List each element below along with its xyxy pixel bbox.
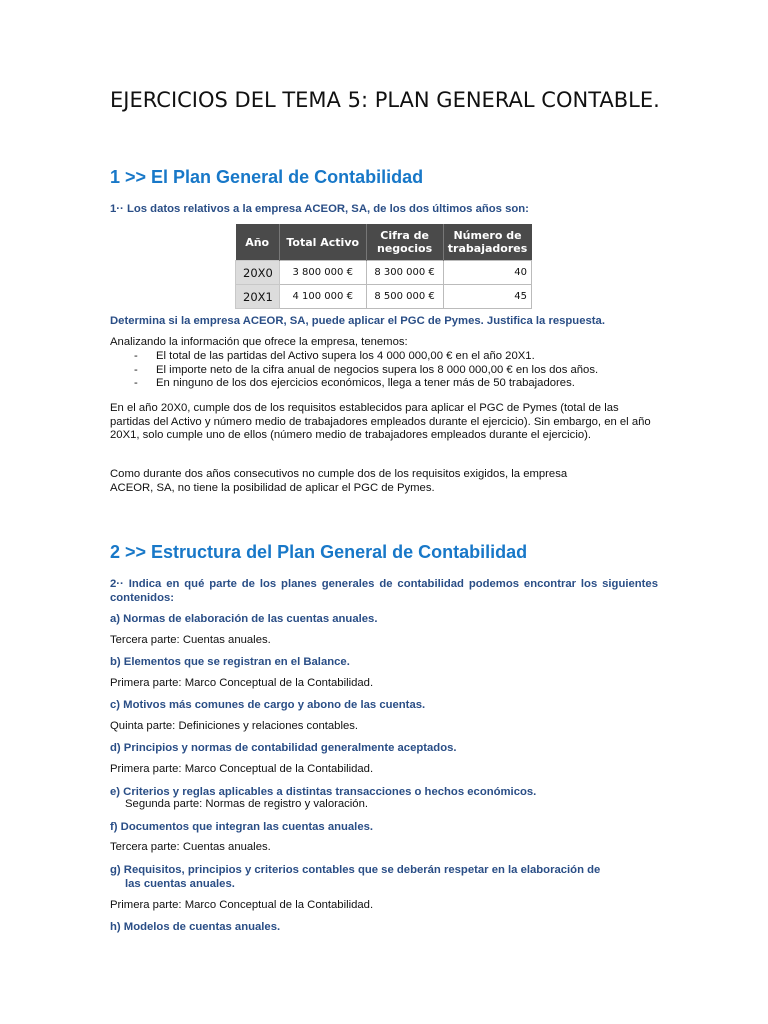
section-2-heading: 2 >> Estructura del Plan General de Contabilidad xyxy=(110,542,528,562)
item-c-answer: Quinta parte: Definiciones y relaciones contables. xyxy=(110,720,359,732)
section-1-bullet-list xyxy=(110,350,670,391)
section-1-paragraph-2: Como durante dos años consecutivos no cumple dos de los requisitos exigidos, la empresa ACEOR, SA, no tiene la posibilidad de aplicar el PGC de Pymes. xyxy=(110,468,568,494)
item-g-answer: Primera parte: Marco Conceptual de la Contabilidad. xyxy=(110,899,374,911)
table-cell-total-assets: 3 800 000 € xyxy=(279,261,366,285)
table-cell-year: 20X0 xyxy=(236,261,280,285)
item-g-question-line-2: las cuentas anuales. xyxy=(125,878,235,890)
table-cell-year: 20X1 xyxy=(236,285,280,309)
table-cell-employees: 40 xyxy=(443,261,531,285)
document-title: EJERCICIOS DEL TEMA 5: PLAN GENERAL CONTABLE. xyxy=(110,88,660,112)
section-1-heading: 1 >> El Plan General de Contabilidad xyxy=(110,167,424,187)
item-g-question xyxy=(110,863,658,891)
item-a-answer: Tercera parte: Cuentas anuales. xyxy=(110,634,271,646)
list-item: - El importe neto de la cifra anual de negocios supera los 8 000 000,00 € en los dos años. xyxy=(110,364,670,378)
table-header-total-assets: Total Activo xyxy=(279,224,366,261)
section-1-intro: Analizando la información que ofrece la empresa, tenemos: xyxy=(110,336,408,348)
table-cell-revenue: 8 500 000 € xyxy=(366,285,443,309)
item-b-answer: Primera parte: Marco Conceptual de la Contabilidad. xyxy=(110,677,374,689)
item-f-answer: Tercera parte: Cuentas anuales. xyxy=(110,841,271,853)
item-e-answer: Segunda parte: Normas de registro y valoración. xyxy=(125,798,369,810)
list-item: - El total de las partidas del Activo supera los 4 000 000,00 € en el año 20X1. xyxy=(110,350,670,364)
table-header-row xyxy=(236,224,532,261)
table-cell-revenue: 8 300 000 € xyxy=(366,261,443,285)
item-d-answer: Primera parte: Marco Conceptual de la Contabilidad. xyxy=(110,763,374,775)
section-1-question: 1·· Los datos relativos a la empresa ACEOR, SA, de los dos últimos años son: xyxy=(110,203,529,215)
table-header-revenue: Cifra de negocios xyxy=(366,224,443,261)
section-1-paragraph-1: En el año 20X0, cumple dos de los requisitos establecidos para aplicar el PGC de Pymes (total de las partidas del Activo y número medio de trabajadores empleados durante el ejercicio). Sin embargo, en el año 20X1, solo cumple uno de ellos (número medio de trabajadores empleados durante el ejercicio). xyxy=(110,402,651,441)
item-h-question: h) Modelos de cuentas anuales. xyxy=(110,921,281,933)
table-cell-employees: 45 xyxy=(443,285,531,309)
item-f-question: f) Documentos que integran las cuentas anuales. xyxy=(110,821,374,833)
section-1-prompt: Determina si la empresa ACEOR, SA, puede aplicar el PGC de Pymes. Justifica la respuesta. xyxy=(110,315,605,327)
table-cell-total-assets: 4 100 000 € xyxy=(279,285,366,309)
item-g-question-line-1: g) Requisitos, principios y criterios contables que se deberán respetar en la elaboración de xyxy=(110,864,601,876)
item-d-question: d) Principios y normas de contabilidad generalmente aceptados. xyxy=(110,742,457,754)
item-e-question: e) Criterios y reglas aplicables a distintas transacciones o hechos económicos. xyxy=(110,786,537,798)
company-data-table xyxy=(235,224,532,309)
table-header-year: Año xyxy=(236,224,280,261)
table-row xyxy=(236,285,532,309)
item-a-question: a) Normas de elaboración de las cuentas anuales. xyxy=(110,613,378,625)
table-header-employees: Número de trabajadores xyxy=(443,224,531,261)
section-2-question: 2·· Indica en qué parte de los planes generales de contabilidad podemos encontrar los siguientes contenidos: xyxy=(110,578,658,604)
item-c-question: c) Motivos más comunes de cargo y abono de las cuentas. xyxy=(110,699,426,711)
list-item: - En ninguno de los dos ejercicios económicos, llega a tener más de 50 trabajadores. xyxy=(110,377,670,391)
item-b-question: b) Elementos que se registran en el Balance. xyxy=(110,656,350,668)
table-row xyxy=(236,261,532,285)
